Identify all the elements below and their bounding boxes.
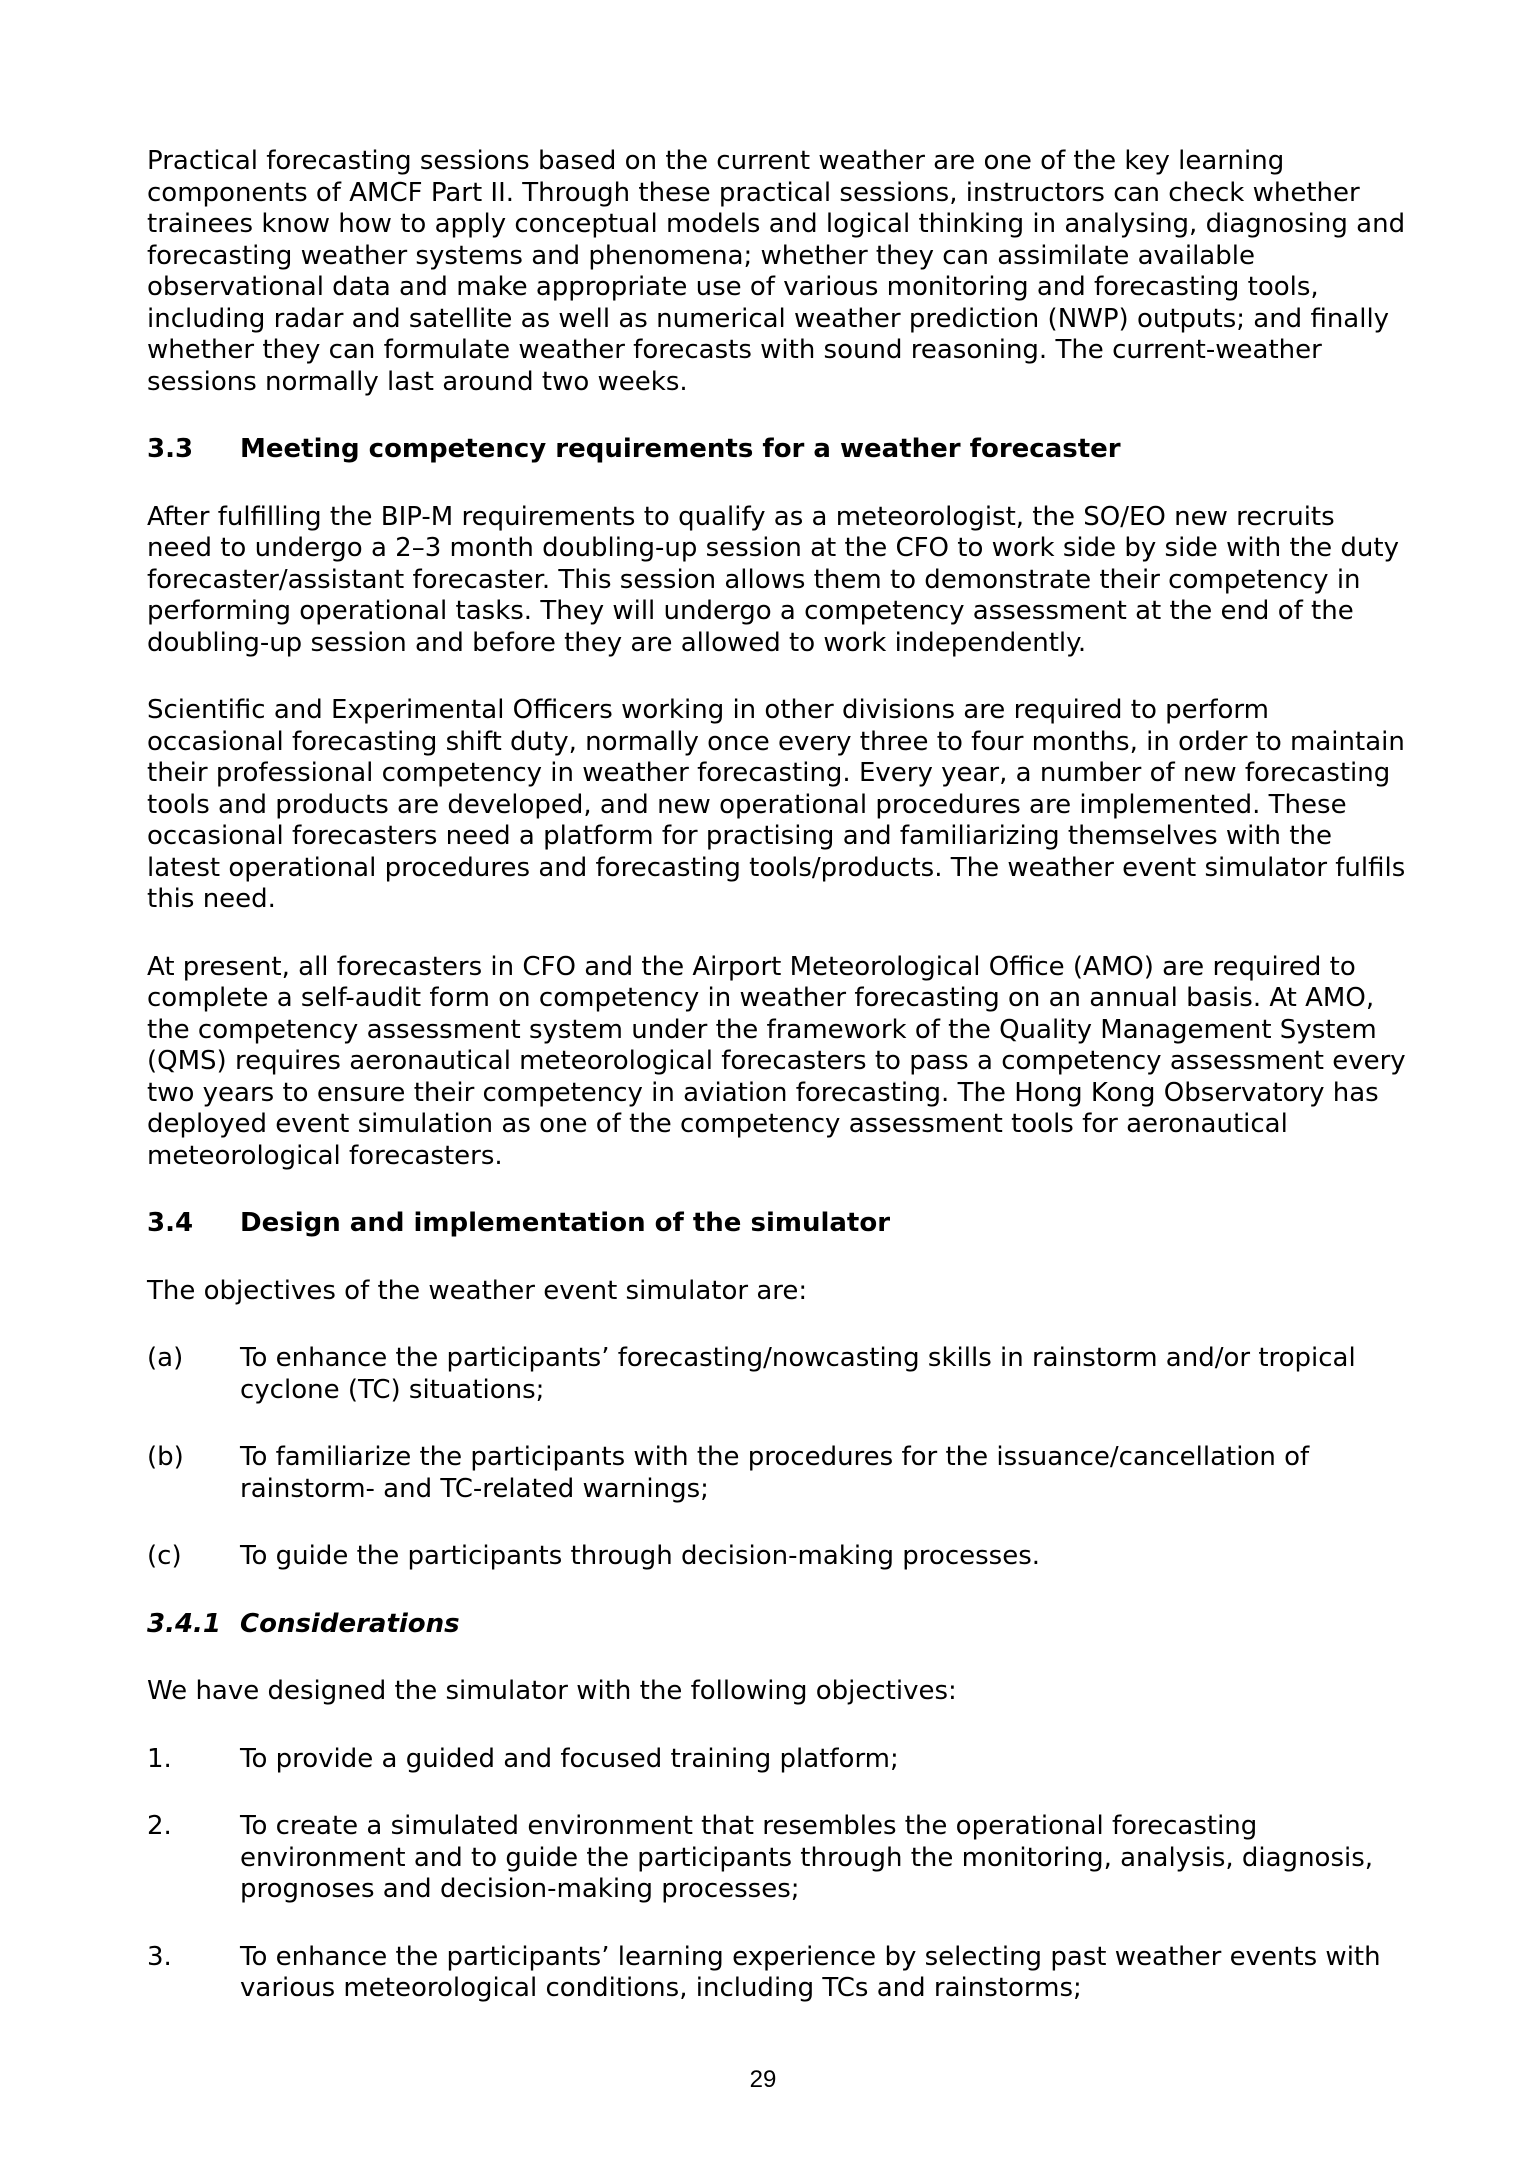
list-text: To enhance the participants’ learning experience by selecting past weather events with various meteorological conditions, including TCs and rainstorms; <box>240 1941 1381 2003</box>
list-text: To guide the participants through decision-making processes. <box>240 1541 1041 1571</box>
list-text: To enhance the participants’ forecasting/nowcasting skills in rainstorm and/or tropical cyclone (TC) situations; <box>240 1343 1356 1405</box>
section-title: Design and implementation of the simulator <box>240 1208 891 1238</box>
section-number: 3.4.1 <box>147 1608 222 1639</box>
list-marker: 3. <box>147 1941 172 1972</box>
section-3-3-paragraph-2: Scientific and Experimental Officers working in other divisions are required to perform occasional forecasting shift duty, normally once every three to four months, in order to maintain their professional competency in weather forecasting. Every year, a number of new forecasting tools and products are developed, and new operational procedures are implemented. These occasional forecasters need a platform for practising and familiarizing themselves with the latest operational procedures and forecasting tools/products. The weather event simulator fulfils this need. <box>147 695 1406 914</box>
page-number: 29 <box>749 2066 777 2093</box>
list-item <box>147 1811 1407 1906</box>
list-marker: (c) <box>147 1541 182 1571</box>
list-marker: (a) <box>147 1343 184 1373</box>
section-heading-3-4 <box>147 1208 1407 1240</box>
list-item <box>147 1442 1407 1505</box>
section-number: 3.3 <box>147 434 194 464</box>
list-item <box>147 1343 1407 1406</box>
section-title: Considerations <box>240 1608 460 1639</box>
list-item <box>147 1744 1407 1776</box>
section-3-4-intro: The objectives of the weather event simulator are: <box>147 1275 808 1306</box>
list-marker: (b) <box>147 1442 184 1472</box>
list-text: To create a simulated environment that resembles the operational forecasting environment and to guide the participants through the monitoring, analysis, diagnosis, prognoses and decision-making processes; <box>240 1811 1374 1904</box>
section-number: 3.4 <box>147 1208 194 1238</box>
section-3-4-1-intro: We have designed the simulator with the following objectives: <box>147 1676 957 1706</box>
list-marker: 1. <box>147 1743 172 1774</box>
document-page <box>147 146 1407 2041</box>
list-text: To familiarize the participants with the procedures for the issuance/cancellation of rainstorm- and TC-related warnings; <box>240 1442 1310 1504</box>
section-title: Meeting competency requirements for a weather forecaster <box>240 434 1121 464</box>
section-heading-3-3 <box>147 434 1407 466</box>
section-3-3-paragraph-1: After fulfilling the BIP-M requirements to qualify as a meteorologist, the SO/EO new recruits need to undergo a 2–3 month doubling-up session at the CFO to work side by side with the duty forecaster/assistant forecaster. This session allows them to demonstrate their competency in performing operational tasks. They will undergo a competency assessment at the end of the doubling-up session and before they are allowed to work independently. <box>147 501 1399 658</box>
intro-paragraph: Practical forecasting sessions based on the current weather are one of the key learning components of AMCF Part II. Through these practical sessions, instructors can check whether trainees know how to apply conceptual models and logical thinking in analysing, diagnosing and forecasting weather systems and phenomena; whether they can assimilate available observational data and make appropriate use of various monitoring and forecasting tools, including radar and satellite as well as numerical weather prediction (NWP) outputs; and finally whether they can formulate weather forecasts with sound reasoning. The current-weather sessions normally last around two weeks. <box>147 146 1406 397</box>
section-3-3-paragraph-3: At present, all forecasters in CFO and the Airport Meteorological Office (AMO) are required to complete a self-audit form on competency in weather forecasting on an annual basis. At AMO, the competency assessment system under the framework of the Quality Management System (QMS) requires aeronautical meteorological forecasters to pass a competency assessment every two years to ensure their competency in aviation forecasting. The Hong Kong Observatory has deployed event simulation as one of the competency assessment tools for aeronautical meteorological forecasters. <box>147 951 1406 1171</box>
list-item <box>147 1942 1407 2005</box>
list-item <box>147 1541 1407 1573</box>
list-text: To provide a guided and focused training platform; <box>240 1743 899 1774</box>
list-marker: 2. <box>147 1811 172 1841</box>
section-heading-3-4-1 <box>147 1609 1407 1641</box>
